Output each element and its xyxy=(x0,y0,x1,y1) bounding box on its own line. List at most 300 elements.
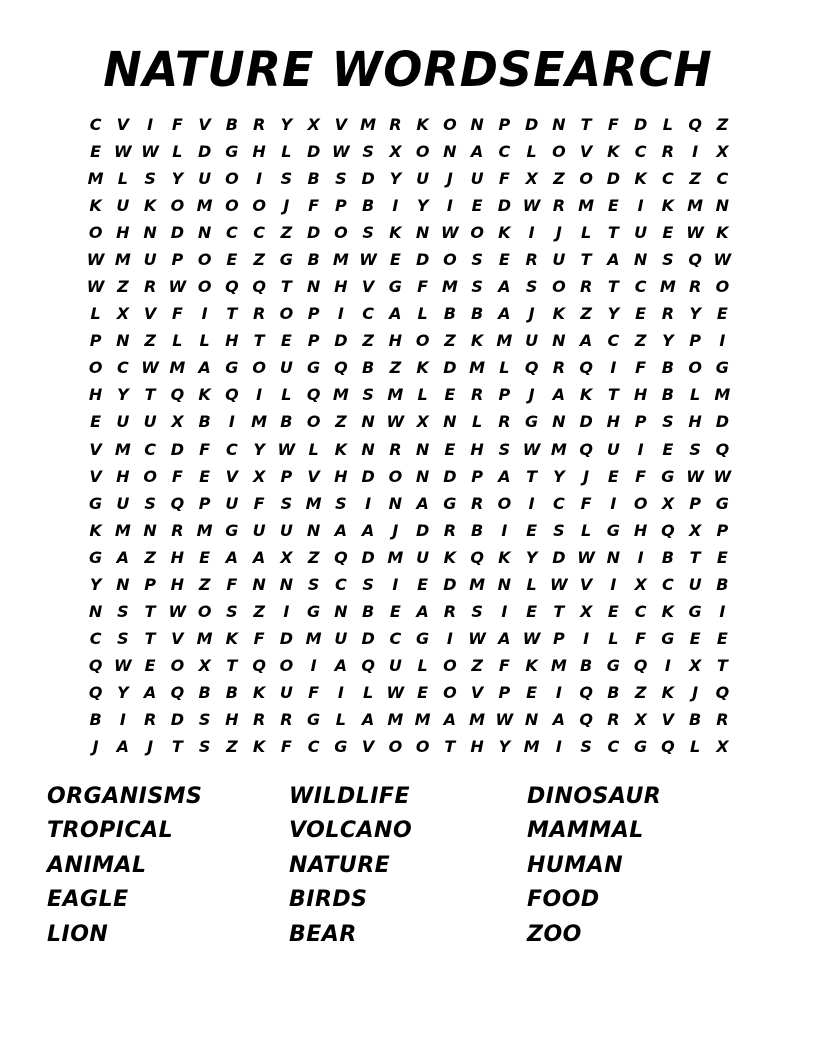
grid-cell: O xyxy=(279,304,294,324)
grid-cell: J xyxy=(392,520,399,540)
grid-cell: D xyxy=(715,412,730,432)
grid-cell: O xyxy=(143,466,157,486)
grid-cell: O xyxy=(225,195,239,215)
grid-cell: D xyxy=(443,466,457,486)
grid-cell: O xyxy=(197,249,212,269)
grid-cell: U xyxy=(225,493,239,513)
grid-cell: O xyxy=(88,358,103,378)
grid-cell: Q xyxy=(252,656,266,676)
word-item: ORGANISMS xyxy=(47,783,203,809)
grid-cell: S xyxy=(498,439,511,459)
grid-cell: K xyxy=(416,358,429,378)
grid-cell: S xyxy=(307,574,320,594)
grid-cell: D xyxy=(524,114,539,134)
grid-cell: Q xyxy=(661,737,675,757)
grid-cell: K xyxy=(607,141,620,161)
grid-cell: Z xyxy=(634,331,647,351)
grid-cell: O xyxy=(552,277,566,297)
grid-cell: E xyxy=(389,249,401,269)
grid-cell: X xyxy=(171,412,184,432)
grid-cell: B xyxy=(661,385,674,405)
grid-cell: A xyxy=(443,710,457,730)
grid-cell: H xyxy=(470,439,484,459)
grid-cell: I xyxy=(719,331,726,351)
grid-cell: R xyxy=(389,439,402,459)
grid-cell: X xyxy=(525,168,538,188)
grid-cell: K xyxy=(89,520,102,540)
grid-cell: E xyxy=(417,574,429,594)
grid-cell: K xyxy=(498,547,511,567)
word-list-column xyxy=(289,779,527,952)
grid-cell: Q xyxy=(688,114,702,134)
grid-cell: D xyxy=(170,439,185,459)
grid-cell: C xyxy=(389,629,402,649)
grid-cell: N xyxy=(197,222,212,242)
grid-cell: J xyxy=(283,195,290,215)
grid-cell: R xyxy=(661,304,675,324)
grid-cell: A xyxy=(225,547,239,567)
grid-cell: D xyxy=(633,114,648,134)
grid-cell: D xyxy=(279,629,294,649)
grid-cell: F xyxy=(171,114,183,134)
grid-cell: V xyxy=(143,304,157,324)
grid-cell: Q xyxy=(252,277,266,297)
grid-cell: Y xyxy=(89,574,102,594)
grid-cell: X xyxy=(198,656,211,676)
grid-cell: B xyxy=(689,710,702,730)
grid-cell: W xyxy=(713,466,732,486)
grid-cell: N xyxy=(116,331,130,351)
grid-cell: I xyxy=(528,222,535,242)
grid-cell: I xyxy=(310,656,317,676)
grid-cell: K xyxy=(552,304,566,324)
grid-cell: I xyxy=(719,602,726,622)
grid-cell: O xyxy=(170,195,185,215)
grid-cell: P xyxy=(335,195,347,215)
grid-cell: V xyxy=(361,737,375,757)
grid-cell: Z xyxy=(689,168,701,188)
grid-cell: T xyxy=(580,114,592,134)
grid-cell: U xyxy=(416,547,430,567)
grid-cell: M xyxy=(87,168,104,188)
grid-cell: X xyxy=(116,304,130,324)
grid-cell: O xyxy=(443,114,457,134)
grid-cell: O xyxy=(497,493,512,513)
grid-cell: G xyxy=(279,249,293,269)
grid-cell: Q xyxy=(715,683,730,703)
grid-cell: B xyxy=(307,168,320,188)
grid-cell: W xyxy=(441,222,459,242)
grid-cell: Z xyxy=(335,412,347,432)
grid-cell: O xyxy=(633,493,648,513)
grid-cell: Z xyxy=(553,168,565,188)
grid-cell: Q xyxy=(579,358,593,378)
grid-cell: E xyxy=(226,249,238,269)
grid-cell: E xyxy=(144,656,156,676)
grid-cell: L xyxy=(281,385,292,405)
grid-cell: R xyxy=(552,358,566,378)
grid-cell: A xyxy=(498,629,511,649)
grid-cell: H xyxy=(606,412,621,432)
grid-cell: W xyxy=(141,141,159,161)
grid-cell: U xyxy=(252,520,266,540)
grid-cell: Q xyxy=(334,547,348,567)
grid-cell: D xyxy=(443,574,457,594)
word-list-column xyxy=(527,779,767,952)
grid-cell: W xyxy=(86,277,105,297)
grid-cell: M xyxy=(714,385,731,405)
grid-cell: K xyxy=(634,168,647,188)
grid-cell: Z xyxy=(389,358,402,378)
grid-cell: J xyxy=(555,222,562,242)
grid-cell: H xyxy=(633,520,648,540)
grid-cell: V xyxy=(225,466,239,486)
grid-cell: Z xyxy=(117,277,129,297)
grid-cell: C xyxy=(335,574,347,594)
grid-cell: P xyxy=(307,304,320,324)
grid-cell: R xyxy=(525,249,538,269)
grid-cell: R xyxy=(443,602,457,622)
grid-cell: Q xyxy=(688,249,702,269)
grid-cell: T xyxy=(607,222,619,242)
grid-cell: O xyxy=(443,249,457,269)
word-item: TROPICAL xyxy=(47,818,174,844)
grid-cell: M xyxy=(469,358,486,378)
grid-cell: Q xyxy=(579,683,593,703)
grid-cell: Z xyxy=(444,331,456,351)
grid-cell: F xyxy=(635,629,647,649)
grid-cell: A xyxy=(552,710,566,730)
grid-cell: B xyxy=(225,114,238,134)
grid-cell: E xyxy=(444,439,456,459)
grid-cell: F xyxy=(607,114,619,134)
grid-cell: L xyxy=(308,439,319,459)
word-item: EAGLE xyxy=(47,887,129,913)
grid-cell: W xyxy=(277,439,296,459)
grid-cell: A xyxy=(498,277,511,297)
grid-cell: Z xyxy=(144,547,156,567)
grid-cell: T xyxy=(607,277,619,297)
grid-cell: M xyxy=(332,249,349,269)
grid-cell: Y xyxy=(117,683,129,703)
grid-cell: M xyxy=(469,574,486,594)
grid-cell: O xyxy=(388,737,403,757)
grid-cell: M xyxy=(687,195,704,215)
grid-cell: W xyxy=(522,195,541,215)
grid-cell: A xyxy=(198,358,211,378)
grid-cell: N xyxy=(443,412,457,432)
grid-cell: D xyxy=(443,358,457,378)
grid-cell: Q xyxy=(170,683,185,703)
grid-cell: R xyxy=(252,304,266,324)
grid-cell: L xyxy=(690,385,701,405)
grid-cell: Z xyxy=(253,602,265,622)
grid-cell: V xyxy=(89,439,102,459)
grid-cell: E xyxy=(635,304,647,324)
grid-cell: M xyxy=(550,439,567,459)
grid-cell: G xyxy=(715,493,729,513)
grid-cell: L xyxy=(417,385,428,405)
grid-cell: A xyxy=(552,385,566,405)
grid-cell: O xyxy=(415,737,430,757)
grid-cell: I xyxy=(256,385,263,405)
grid-cell: Q xyxy=(661,520,675,540)
grid-cell: T xyxy=(553,602,565,622)
grid-cell: X xyxy=(634,574,647,594)
grid-cell: V xyxy=(579,574,593,594)
grid-cell: Q xyxy=(579,710,593,730)
grid-cell: V xyxy=(661,710,675,730)
grid-cell: A xyxy=(334,656,348,676)
grid-cell: Y xyxy=(525,547,538,567)
grid-cell: E xyxy=(199,547,211,567)
word-item: BEAR xyxy=(289,921,357,947)
grid-cell: Z xyxy=(634,683,647,703)
grid-cell: G xyxy=(307,602,321,622)
grid-cell: D xyxy=(415,520,430,540)
grid-cell: T xyxy=(716,656,728,676)
grid-cell: S xyxy=(280,168,293,188)
grid-cell: Z xyxy=(362,331,374,351)
word-item: FOOD xyxy=(527,887,600,913)
grid-cell: P xyxy=(280,466,293,486)
grid-cell: O xyxy=(197,602,212,622)
grid-cell: W xyxy=(141,358,159,378)
grid-cell: G xyxy=(634,737,648,757)
grid-cell: Q xyxy=(170,385,185,405)
grid-cell: V xyxy=(579,141,593,161)
grid-cell: N xyxy=(633,249,648,269)
grid-cell: I xyxy=(392,195,399,215)
grid-cell: B xyxy=(607,683,620,703)
grid-cell: P xyxy=(498,385,511,405)
grid-cell: D xyxy=(170,222,185,242)
grid-cell: W xyxy=(686,466,704,486)
grid-cell: V xyxy=(171,629,184,649)
grid-cell: T xyxy=(280,277,292,297)
grid-cell: Q xyxy=(361,656,375,676)
grid-cell: E xyxy=(526,602,538,622)
grid-cell: J xyxy=(92,737,99,757)
grid-cell: W xyxy=(114,656,132,676)
grid-cell: D xyxy=(306,222,321,242)
grid-cell: S xyxy=(117,629,129,649)
grid-cell: A xyxy=(116,547,130,567)
grid-cell: G xyxy=(225,141,239,161)
grid-cell: N xyxy=(470,114,484,134)
grid-cell: Z xyxy=(144,331,156,351)
grid-cell: M xyxy=(578,195,595,215)
grid-cell: G xyxy=(416,629,430,649)
grid-cell: X xyxy=(252,466,266,486)
grid-cell: I xyxy=(201,304,208,324)
grid-cell: T xyxy=(253,331,265,351)
word-item: MAMMAL xyxy=(527,818,644,844)
grid-cell: X xyxy=(661,493,675,513)
grid-cell: B xyxy=(362,195,375,215)
grid-cell: L xyxy=(363,683,374,703)
grid-cell: N xyxy=(524,710,539,730)
grid-cell: B xyxy=(471,304,484,324)
grid-cell: M xyxy=(523,737,540,757)
word-item: BIRDS xyxy=(289,887,368,913)
grid-cell: Y xyxy=(662,331,674,351)
grid-cell: W xyxy=(386,683,405,703)
grid-cell: E xyxy=(607,195,619,215)
grid-cell: W xyxy=(577,547,595,567)
grid-cell: D xyxy=(361,547,375,567)
grid-cell: Q xyxy=(579,439,593,459)
grid-cell: O xyxy=(715,277,730,297)
grid-cell: B xyxy=(661,547,674,567)
grid-cell: Q xyxy=(334,358,348,378)
grid-cell: G xyxy=(715,358,729,378)
grid-cell: F xyxy=(280,737,292,757)
grid-cell: O xyxy=(252,358,266,378)
grid-cell: E xyxy=(526,683,538,703)
grid-cell: U xyxy=(143,249,157,269)
grid-cell: S xyxy=(362,385,374,405)
grid-cell: D xyxy=(197,141,212,161)
grid-cell: H xyxy=(470,737,484,757)
grid-cell: L xyxy=(608,629,619,649)
grid-cell: R xyxy=(443,520,457,540)
grid-cell: G xyxy=(225,358,239,378)
grid-cell: O xyxy=(443,656,457,676)
grid-cell: P xyxy=(144,574,156,594)
grid-cell: N xyxy=(334,602,348,622)
grid-cell: Z xyxy=(226,737,238,757)
grid-cell: N xyxy=(552,114,566,134)
grid-cell: W xyxy=(114,141,132,161)
grid-cell: A xyxy=(607,249,620,269)
grid-cell: U xyxy=(388,656,402,676)
grid-cell: H xyxy=(688,412,702,432)
grid-cell: O xyxy=(388,466,403,486)
grid-cell: X xyxy=(688,656,702,676)
grid-cell: K xyxy=(716,222,729,242)
wordsearch-grid xyxy=(82,111,736,761)
grid-cell: G xyxy=(388,277,402,297)
grid-cell: A xyxy=(252,547,266,567)
grid-cell: B xyxy=(716,574,729,594)
grid-cell: I xyxy=(446,195,453,215)
grid-cell: S xyxy=(198,737,211,757)
grid-cell: P xyxy=(689,331,701,351)
grid-cell: K xyxy=(579,385,593,405)
grid-cell: I xyxy=(583,629,590,649)
grid-cell: X xyxy=(579,602,593,622)
grid-cell: O xyxy=(225,168,239,188)
grid-cell: M xyxy=(659,277,676,297)
grid-cell: C xyxy=(634,141,647,161)
grid-cell: S xyxy=(471,277,483,297)
grid-cell: R xyxy=(607,710,620,730)
grid-cell: S xyxy=(335,493,347,513)
grid-cell: F xyxy=(308,195,320,215)
grid-cell: I xyxy=(147,114,154,134)
grid-cell: K xyxy=(661,602,675,622)
grid-cell: M xyxy=(305,629,322,649)
grid-cell: N xyxy=(116,574,130,594)
grid-cell: W xyxy=(522,439,541,459)
grid-cell: K xyxy=(252,683,266,703)
grid-cell: S xyxy=(553,520,565,540)
grid-cell: I xyxy=(501,602,508,622)
grid-cell: R xyxy=(143,277,157,297)
grid-cell: D xyxy=(170,710,185,730)
grid-cell: B xyxy=(280,412,293,432)
grid-cell: G xyxy=(307,710,321,730)
grid-cell: O xyxy=(415,331,430,351)
grid-cell: O xyxy=(688,358,702,378)
grid-cell: G xyxy=(443,493,457,513)
grid-cell: I xyxy=(637,439,644,459)
grid-cell: R xyxy=(171,520,184,540)
grid-cell: L xyxy=(472,412,483,432)
grid-cell: L xyxy=(117,168,128,188)
grid-cell: U xyxy=(279,358,293,378)
grid-cell: V xyxy=(307,466,320,486)
grid-cell: D xyxy=(334,331,348,351)
grid-cell: E xyxy=(389,602,401,622)
grid-cell: X xyxy=(716,737,729,757)
grid-cell: B xyxy=(89,710,102,730)
grid-cell: U xyxy=(525,331,539,351)
grid-cell: G xyxy=(606,520,620,540)
grid-cell: J xyxy=(147,737,154,757)
grid-cell: W xyxy=(332,141,350,161)
grid-cell: S xyxy=(362,222,374,242)
grid-cell: F xyxy=(253,629,265,649)
grid-cell: K xyxy=(661,195,675,215)
grid-cell: I xyxy=(555,737,562,757)
grid-cell: L xyxy=(662,114,673,134)
grid-cell: S xyxy=(117,602,129,622)
grid-cell: E xyxy=(716,304,728,324)
grid-cell: J xyxy=(528,304,535,324)
grid-cell: F xyxy=(498,168,510,188)
grid-cell: B xyxy=(471,520,484,540)
grid-cell: F xyxy=(635,466,647,486)
grid-cell: S xyxy=(362,141,374,161)
grid-cell: H xyxy=(252,141,266,161)
grid-cell: Q xyxy=(524,358,539,378)
grid-cell: Q xyxy=(715,439,730,459)
grid-cell: A xyxy=(579,331,593,351)
grid-cell: Y xyxy=(689,304,701,324)
grid-cell: U xyxy=(416,168,430,188)
grid-cell: N xyxy=(443,141,457,161)
grid-cell: W xyxy=(550,574,568,594)
grid-cell: G xyxy=(334,737,348,757)
grid-cell: W xyxy=(386,412,405,432)
grid-cell: I xyxy=(392,574,399,594)
grid-cell: D xyxy=(361,466,375,486)
grid-cell: S xyxy=(280,493,293,513)
grid-cell: R xyxy=(661,141,675,161)
grid-cell: I xyxy=(610,358,617,378)
grid-cell: O xyxy=(88,222,103,242)
grid-cell: W xyxy=(359,249,377,269)
grid-cell: M xyxy=(251,412,268,432)
grid-cell: A xyxy=(416,602,429,622)
grid-cell: N xyxy=(361,412,375,432)
grid-cell: N xyxy=(361,439,375,459)
grid-cell: S xyxy=(362,574,374,594)
grid-cell: S xyxy=(471,249,483,269)
grid-cell: K xyxy=(334,439,348,459)
